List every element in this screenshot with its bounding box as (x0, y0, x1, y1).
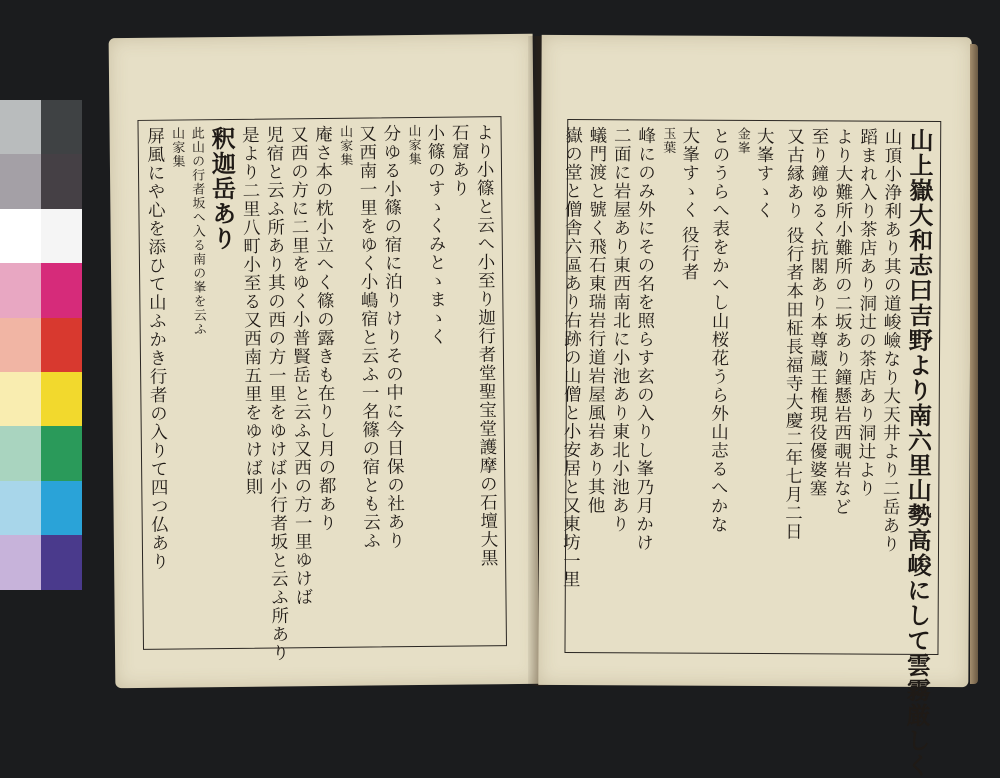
color-swatch (41, 318, 82, 372)
left-page-columns (144, 123, 499, 663)
text-column: 屏風にや心を添ひて山ふかき行者の入りて四つ仏あり (144, 126, 170, 571)
color-swatch (41, 209, 82, 263)
color-swatch (0, 481, 41, 535)
text-column (702, 127, 705, 645)
color-swatch (41, 426, 82, 480)
text-column: 山頂小浄利あり其の道峻嶮なり大天井より二岳あり (879, 127, 903, 554)
column-heading: 金峯 (734, 126, 750, 155)
text-column: 嶽の堂と僧舎六區あり右跡の山僧と小安居と又東坊一里 (560, 125, 583, 589)
text-column: 蹈まれ入り茶店あり洞辻の茶店あり洞辻より (855, 127, 878, 498)
text-column: とのうらへ表をかへし山桜花うら外山志るへかな (708, 126, 731, 534)
text-column: 庵さ本の枕小立へく篠の露きも在りし月の都あり (312, 124, 337, 533)
color-swatch (41, 263, 82, 317)
color-swatch (41, 154, 82, 208)
left-page (109, 34, 540, 688)
left-page-text-frame (137, 116, 507, 663)
color-swatch (0, 426, 41, 480)
open-book (112, 36, 970, 778)
text-column: 又古縁あり 役行者本田柾長福寺大慶二年七月二日 (782, 127, 805, 541)
color-swatch (41, 372, 82, 426)
text-column: 山上嶽大和志曰吉野より南六里山勢高峻にして雲霧厳しく (901, 127, 935, 778)
color-swatch (41, 481, 82, 535)
column-heading: 山家集 (405, 123, 421, 167)
text-column: 大峯すゝく 役行者 (678, 126, 700, 282)
text-column: 又西南一里をゆく小嶋宿と云ふ一名篠の宿とも云ふ (356, 124, 381, 551)
color-swatch (41, 535, 82, 589)
text-column: 是より二里八町小至る又西南五里をゆけば則 (239, 125, 264, 496)
text-column: 児宿と云ふ所あり其の西の方一里をゆけば小行者坂と云ふ所あり (263, 125, 290, 663)
text-column: 分ゆる小篠の宿に泊りけりその中に今日保の社あり (380, 124, 406, 550)
color-calibration-chart (0, 100, 82, 590)
page-stack-edge (970, 44, 978, 684)
text-column: 至り鐘ゆるく抗閣あり本尊蔵王権現役優婆塞 (806, 127, 829, 498)
right-page-columns (560, 125, 935, 778)
color-swatch (0, 154, 41, 208)
color-swatch (0, 318, 41, 372)
text-column: 二面に岩屋あり東西南北に小池あり東北小池あり (609, 126, 632, 534)
text-column: 蟻門渡と號く飛石東瑞岩行道岩屋風岩あり其他 (584, 126, 608, 515)
color-swatch (0, 535, 41, 589)
color-swatch (0, 209, 41, 263)
right-page-text-frame (560, 119, 941, 778)
color-swatch (41, 100, 82, 154)
text-column: 峰にのみ外にその名を照らす玄の入りし峯乃月かけ (633, 126, 656, 552)
text-column: より小篠と云へ小至り迦行者堂聖宝堂護摩の石壇大黒 (473, 123, 499, 568)
column-heading: 玉葉 (660, 126, 676, 155)
text-column (776, 127, 779, 645)
text-column: 石窟あり (449, 123, 470, 198)
column-heading: 此山の行者坂へ入る南の峯を云ふ (188, 126, 206, 337)
text-column: より大難所小難所の二坂あり鐘懸岩西覗岩など (831, 127, 854, 517)
right-page (538, 35, 971, 778)
column-heading: 山家集 (337, 124, 353, 167)
color-swatch (0, 372, 41, 426)
text-column: 釈迦岳あり (206, 125, 238, 252)
color-swatch (0, 263, 41, 317)
color-swatch (0, 100, 41, 154)
text-column: 小篠のすゝくみとゝまゝく (424, 123, 448, 346)
text-column: 又西の方に二里をゆく小普賢岳と云ふ又西の方一里ゆけば (287, 125, 314, 607)
text-column: 大峯すゝく (753, 126, 775, 220)
column-heading: 山家集 (169, 126, 185, 169)
